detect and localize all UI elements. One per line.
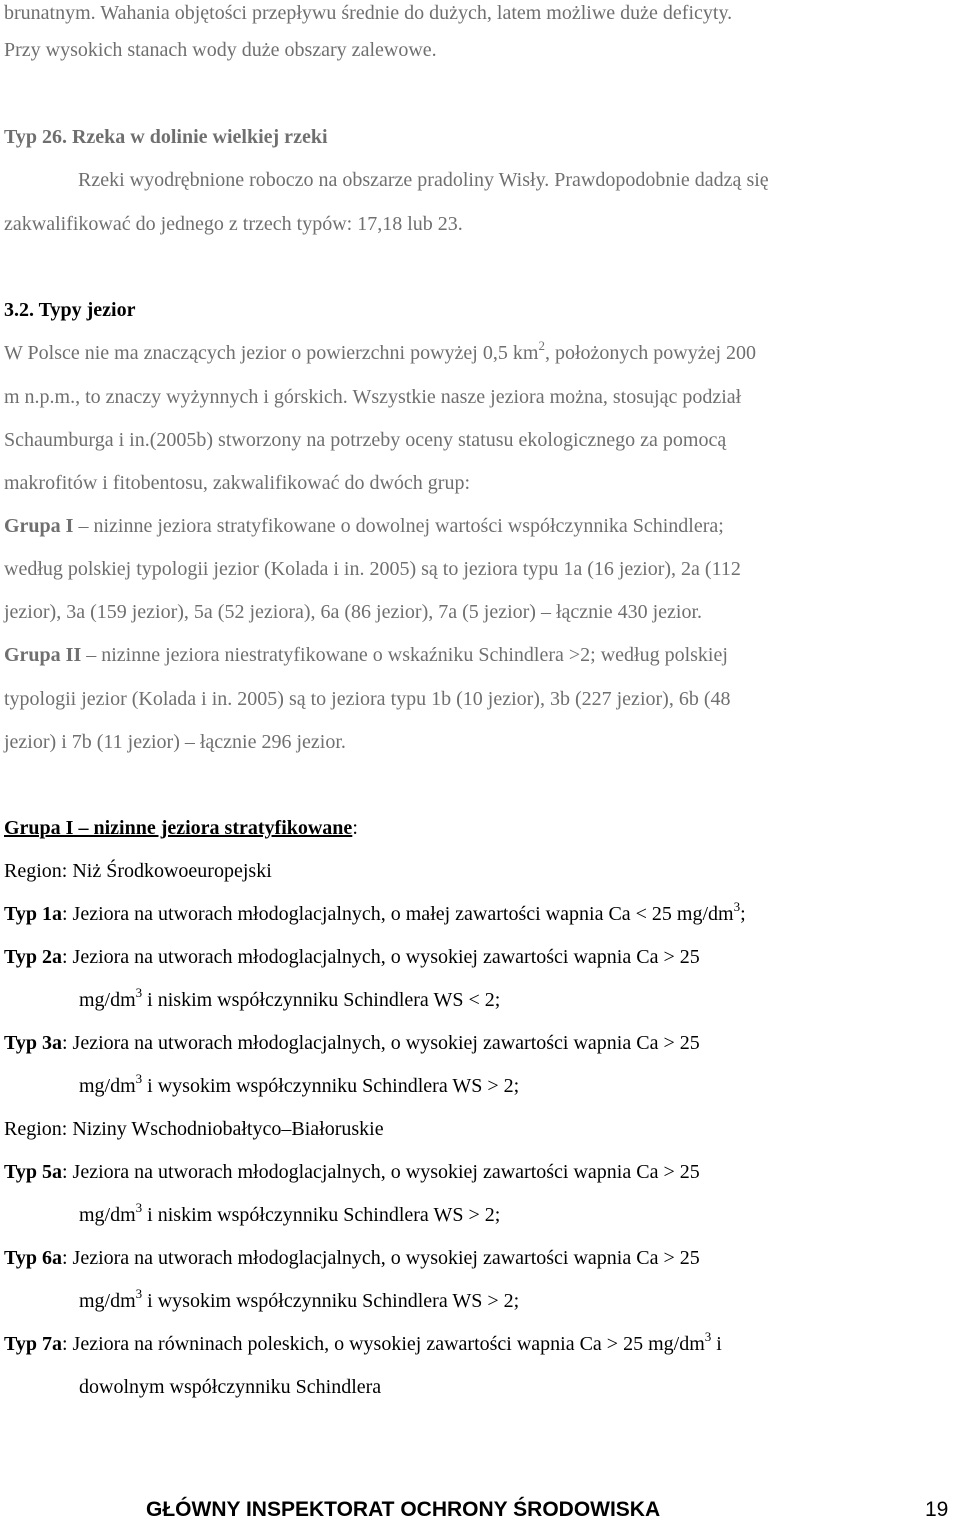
grupa-ii-label: Grupa II bbox=[4, 644, 82, 666]
region-label: Region: Niziny Wschodniobałtyco–Białoruskie bbox=[4, 1118, 384, 1140]
superscript: 3 bbox=[135, 985, 143, 1000]
type-item bbox=[4, 944, 700, 970]
page-number: 19 bbox=[925, 1498, 949, 1521]
superscript: 3 bbox=[733, 899, 741, 914]
text: i wysokim współczynniku Schindlera WS > 2; bbox=[142, 1075, 520, 1097]
intro-text: Przy wysokich stanach wody duże obszary zalewowe. bbox=[4, 39, 437, 61]
grupa-ii-line: typologii jezior (Kolada i in. 2005) są to jeziora typu 1b (10 jezior), 3b (227 jezior), 6b (48 bbox=[4, 688, 731, 710]
text: : bbox=[352, 817, 358, 839]
grupa-ii-line: jezior) i 7b (11 jezior) – łącznie 296 jezior. bbox=[4, 731, 346, 753]
text: : Jeziora na utworach młodoglacjalnych, o małej zawartości wapnia Ca < 25 mg/dm bbox=[61, 903, 734, 925]
region-label: Region: Niż Środkowoeuropejski bbox=[4, 860, 272, 882]
text: – nizinne jeziora stratyfikowane o dowolnej wartości współczynnika Schindlera; bbox=[78, 515, 724, 537]
text: mg/dm bbox=[79, 1204, 136, 1226]
type-label: Typ 2a bbox=[4, 946, 62, 968]
section-heading-text: 3.2. Typy jezior bbox=[4, 299, 136, 321]
text: : Jeziora na równinach poleskich, o wysokiej zawartości wapnia Ca > 25 mg/dm bbox=[61, 1333, 705, 1355]
intro-line bbox=[4, 37, 437, 63]
text: mg/dm bbox=[79, 1075, 136, 1097]
typ26-heading: Typ 26. Rzeka w dolinie wielkiej rzeki bbox=[4, 126, 328, 148]
text: : Jeziora na utworach młodoglacjalnych, o wysokiej zawartości wapnia Ca > 25 bbox=[61, 1161, 700, 1183]
section-paragraph-line bbox=[4, 340, 756, 366]
superscript: 3 bbox=[135, 1200, 143, 1215]
section-paragraph-line: makrofitów i fitobentosu, zakwalifikować do dwóch grup: bbox=[4, 472, 470, 494]
superscript: 3 bbox=[135, 1071, 143, 1086]
text: – nizinne jeziora niestratyfikowane o wskaźniku Schindlera >2; według polskiej bbox=[86, 644, 728, 666]
intro-line bbox=[4, 0, 732, 26]
text: i niskim współczynniku Schindlera WS < 2; bbox=[142, 989, 501, 1011]
superscript: 2 bbox=[538, 338, 545, 353]
type-item-continuation bbox=[79, 987, 500, 1013]
type-item bbox=[4, 1331, 722, 1357]
type-item-continuation bbox=[79, 1288, 519, 1314]
grupa-i-heading-text: Grupa I – nizinne jeziora stratyfikowane bbox=[4, 817, 353, 839]
type-label: Typ 6a bbox=[4, 1247, 62, 1269]
section-heading bbox=[4, 297, 135, 323]
intro-text: brunatnym. Wahania objętości przepływu średnie do dużych, latem możliwe duże deficyty. bbox=[4, 2, 733, 24]
text: ; bbox=[740, 903, 746, 925]
text: mg/dm bbox=[79, 989, 136, 1011]
grupa-i-line: według polskiej typologii jezior (Kolada i in. 2005) są to jeziora typu 1a (16 jezior), 2a (112 bbox=[4, 558, 741, 580]
text: i bbox=[711, 1333, 722, 1355]
text: , położonych powyżej 200 bbox=[544, 342, 757, 364]
type-label: Typ 7a bbox=[4, 1333, 62, 1355]
grupa-ii-line bbox=[4, 642, 728, 668]
type-item bbox=[4, 1159, 700, 1185]
grupa-i-line bbox=[4, 513, 724, 539]
grupa-i-line: jezior), 3a (159 jezior), 5a (52 jeziora), 6a (86 jezior), 7a (5 jezior) – łącznie 430 jezior. bbox=[4, 601, 703, 623]
text: : Jeziora na utworach młodoglacjalnych, o wysokiej zawartości wapnia Ca > 25 bbox=[61, 946, 700, 968]
typ26-line: Rzeki wyodrębnione roboczo na obszarze pradoliny Wisły. Prawdopodobnie dadzą się bbox=[78, 169, 769, 191]
type-item bbox=[4, 901, 746, 927]
typ26-line: zakwalifikować do jednego z trzech typów: 17,18 lub 23. bbox=[4, 213, 463, 235]
type-label: Typ 3a bbox=[4, 1032, 62, 1054]
section-paragraph-line: m n.p.m., to znaczy wyżynnych i górskich. Wszystkie nasze jeziora można, stosując podział bbox=[4, 386, 742, 408]
section-paragraph-line: Schaumburga i in.(2005b) stworzony na potrzeby oceny statusu ekologicznego za pomocą bbox=[4, 429, 727, 451]
type-item bbox=[4, 1030, 700, 1056]
type-item-continuation bbox=[79, 1202, 500, 1228]
text: : Jeziora na utworach młodoglacjalnych, o wysokiej zawartości wapnia Ca > 25 bbox=[61, 1247, 700, 1269]
type-label: Typ 1a bbox=[4, 903, 62, 925]
superscript: 3 bbox=[704, 1329, 712, 1344]
type-label: Typ 5a bbox=[4, 1161, 62, 1183]
type-item bbox=[4, 1245, 700, 1271]
text: W Polsce nie ma znaczących jezior o powierzchni powyżej 0,5 km bbox=[4, 342, 539, 364]
grupa-i-heading bbox=[4, 815, 358, 841]
text: i wysokim współczynniku Schindlera WS > 2; bbox=[142, 1290, 520, 1312]
footer-title: GŁÓWNY INSPEKTORAT OCHRONY ŚRODOWISKA bbox=[146, 1498, 661, 1521]
type-item-continuation: dowolnym współczynniku Schindlera bbox=[79, 1376, 382, 1398]
superscript: 3 bbox=[135, 1286, 143, 1301]
text: i niskim współczynniku Schindlera WS > 2; bbox=[142, 1204, 501, 1226]
grupa-i-label: Grupa I bbox=[4, 515, 74, 537]
type-item-continuation bbox=[79, 1073, 519, 1099]
text: mg/dm bbox=[79, 1290, 136, 1312]
text: : Jeziora na utworach młodoglacjalnych, o wysokiej zawartości wapnia Ca > 25 bbox=[61, 1032, 700, 1054]
